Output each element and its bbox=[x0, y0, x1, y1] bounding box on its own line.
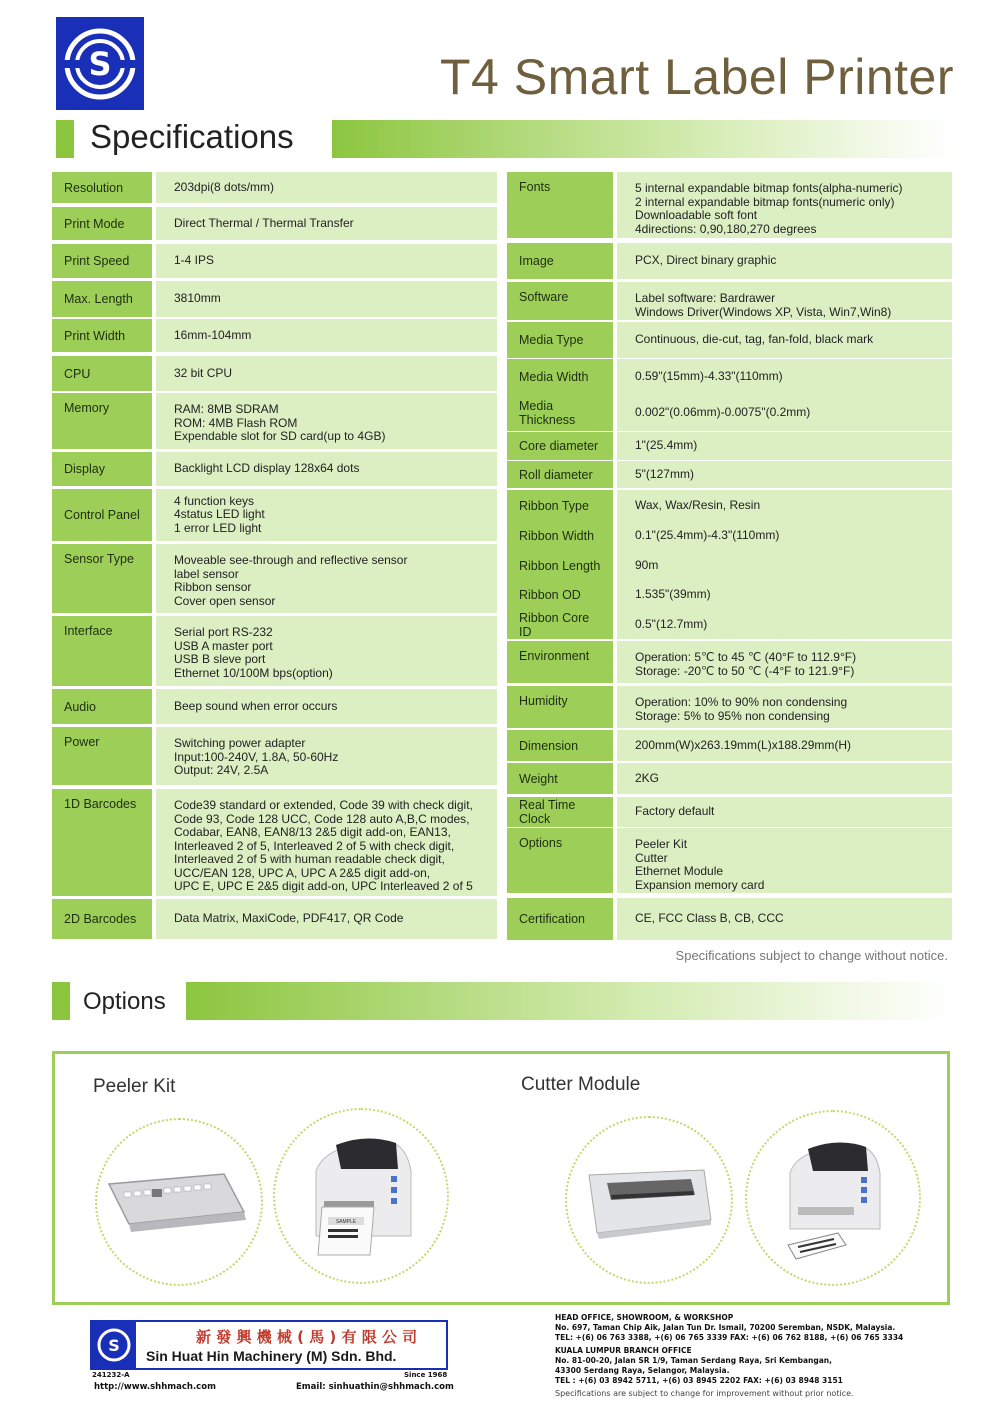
footer-logo-icon bbox=[96, 1327, 132, 1363]
spec-left-value: Direct Thermal / Thermal Transfer bbox=[156, 207, 497, 240]
spec-left-row bbox=[52, 544, 497, 613]
spec-left-label: Print Width bbox=[52, 319, 152, 352]
spec-right-row bbox=[507, 521, 952, 551]
spec-right-value: 0.1"(25.4mm)-4.3"(110mm) bbox=[617, 521, 952, 551]
spec-right-value: 0.5"(12.7mm) bbox=[617, 610, 952, 639]
svg-text:S: S bbox=[88, 44, 112, 83]
peeler-part-image bbox=[104, 1162, 254, 1242]
options-marker bbox=[52, 982, 70, 1020]
spec-right-row bbox=[507, 432, 952, 460]
spec-right-value: Operation: 10% to 90% non condensing Storage: 5% to 95% non condensing bbox=[617, 686, 952, 728]
spec-right-row bbox=[507, 243, 952, 279]
spec-left-value: Data Matrix, MaxiCode, PDF417, QR Code bbox=[156, 899, 497, 939]
spec-left-label: Resolution bbox=[52, 172, 152, 203]
spec-left-row bbox=[52, 727, 497, 785]
spec-right-label: Options bbox=[507, 828, 613, 893]
spec-left-value: Beep sound when error occurs bbox=[156, 689, 497, 724]
spec-right-value: Label software: Bardrawer Windows Driver(Windows XP, Vista, Win7,Win8) bbox=[617, 282, 952, 320]
spec-left-row bbox=[52, 489, 497, 541]
spec-left-value: Serial port RS-232 USB A master port USB B sleve port Ethernet 10/100M bps(option) bbox=[156, 616, 497, 686]
footer-doc-code: 241232-A bbox=[92, 1371, 130, 1379]
spec-right-label: Software bbox=[507, 282, 613, 320]
spec-note: Specifications subject to change without notice. bbox=[675, 948, 948, 963]
spec-left-row bbox=[52, 689, 497, 724]
cutter-part-image bbox=[579, 1155, 719, 1245]
spec-right-label: Core diameter bbox=[507, 432, 613, 460]
spec-left-row bbox=[52, 393, 497, 449]
spec-right-row bbox=[507, 763, 952, 794]
spec-right-value: 90m bbox=[617, 551, 952, 580]
spec-left-value: 1-4 IPS bbox=[156, 244, 497, 278]
spec-left-value: 32 bit CPU bbox=[156, 356, 497, 391]
spec-right-value: 5"(127mm) bbox=[617, 461, 952, 488]
spec-right-value: 5 internal expandable bitmap fonts(alpha-numeric) 2 internal expandable bitmap fonts(numeric only) Downloadable soft font 4directions: 0,90,180,270 degrees bbox=[617, 172, 952, 238]
svg-text:S: S bbox=[108, 1336, 120, 1355]
spec-left-row bbox=[52, 244, 497, 278]
spec-left-row bbox=[52, 172, 497, 203]
spec-right-row bbox=[507, 172, 952, 238]
spec-left-label: Sensor Type bbox=[52, 544, 152, 613]
spec-left-row bbox=[52, 789, 497, 896]
spec-left-label: 1D Barcodes bbox=[52, 789, 152, 896]
spec-right-label: Media Type bbox=[507, 322, 613, 358]
footer-logo bbox=[92, 1322, 136, 1368]
spec-right-label: Humidity bbox=[507, 686, 613, 728]
spec-right-row bbox=[507, 580, 952, 610]
spec-left-value: Moveable see-through and reflective sensor label sensor Ribbon sensor Cover open sensor bbox=[156, 544, 497, 613]
spec-right-row bbox=[507, 730, 952, 761]
specifications-gradient-bar bbox=[332, 120, 952, 158]
options-panel bbox=[52, 1051, 950, 1305]
footer-email[interactable]: Email: sinhuathin@shhmach.com bbox=[296, 1382, 454, 1392]
company-name-chinese: 新 發 興 機 械 ( 馬 ) 有 限 公 司 bbox=[196, 1328, 418, 1346]
printer-with-cutter-image bbox=[768, 1133, 898, 1263]
kl-address-1: No. 81-00-20, Jalan SR 1/9, Taman Serdang Raya, Sri Kembangan, bbox=[555, 1356, 832, 1365]
spec-left-label: Power bbox=[52, 727, 152, 785]
spec-left-label: CPU bbox=[52, 356, 152, 391]
spec-left-label: Print Mode bbox=[52, 207, 152, 240]
spec-right-label: Ribbon OD bbox=[507, 580, 613, 610]
spec-left-value: 203dpi(8 dots/mm) bbox=[156, 172, 497, 203]
spec-right-value: Factory default bbox=[617, 797, 952, 827]
spec-right-value: Peeler Kit Cutter Ethernet Module Expansion memory card bbox=[617, 828, 952, 893]
spec-left-label: Max. Length bbox=[52, 281, 152, 317]
spec-left-value: RAM: 8MB SDRAM ROM: 4MB Flash ROM Expendable slot for SD card(up to 4GB) bbox=[156, 393, 497, 449]
spec-right-value: Continuous, die-cut, tag, fan-fold, black mark bbox=[617, 322, 952, 358]
spec-right-value: CE, FCC Class B, CB, CCC bbox=[617, 898, 952, 940]
spec-left-label: Display bbox=[52, 452, 152, 486]
spec-right-label: Media Width bbox=[507, 359, 613, 395]
spec-right-label: Ribbon Length bbox=[507, 551, 613, 580]
spec-left-value: Code39 standard or extended, Code 39 with check digit, Code 93, Code 128 UCC, Code 128 auto A,B,C modes, Codabar, EAN8, EAN8/13 2&5 digit add-on, EAN13, Interleaved 2 of 5, Interleaved 2 of 5 with check digit, Interleaved 2 of 5 with human readable check digit, UCC/EAN 128, UPC A, UPC A 2&5 digit add-on, UPC E, UPC E 2&5 digit add-on, UPC Interleaved 2 of 5 bbox=[156, 789, 497, 896]
spec-right-label: Real Time Clock bbox=[507, 797, 613, 827]
spec-right-label: Media Thickness bbox=[507, 395, 613, 431]
spec-right-value: Wax, Wax/Resin, Resin bbox=[617, 490, 952, 521]
spec-right-label: Weight bbox=[507, 763, 613, 794]
peeler-printer-circle bbox=[273, 1108, 449, 1284]
spec-right-value: Operation: 5℃ to 45 ℃ (40°F to 112.9°F) Storage: -20℃ to 50 ℃ (-4°F to 121.9°F) bbox=[617, 641, 952, 683]
spec-right-label: Image bbox=[507, 243, 613, 279]
footer-disclaimer: Specifications are subject to change for improvement without prior notice. bbox=[555, 1389, 854, 1398]
spec-right-row bbox=[507, 610, 952, 639]
spec-right-row bbox=[507, 898, 952, 940]
spec-left-label: 2D Barcodes bbox=[52, 899, 152, 939]
spec-right-row bbox=[507, 641, 952, 683]
footer-since: Since 1968 bbox=[404, 1371, 448, 1379]
spec-left-label: Interface bbox=[52, 616, 152, 686]
page-title: T4 Smart Label Printer bbox=[440, 49, 954, 105]
spec-left-value: Backlight LCD display 128x64 dots bbox=[156, 452, 497, 486]
options-heading: Options bbox=[83, 988, 166, 1015]
kl-phone: TEL : +(6) 03 8942 5711, +(6) 03 8945 2202 FAX: +(6) 03 8948 3151 bbox=[555, 1376, 843, 1385]
spec-right-row bbox=[507, 322, 952, 358]
footer-company-banner bbox=[90, 1320, 448, 1370]
footer-website[interactable]: http://www.shhmach.com bbox=[94, 1382, 216, 1392]
spec-right-label: Fonts bbox=[507, 172, 613, 238]
printer-with-peeler-image bbox=[296, 1131, 426, 1261]
spec-left-label: Print Speed bbox=[52, 244, 152, 278]
specifications-heading: Specifications bbox=[90, 118, 294, 155]
spec-left-row bbox=[52, 281, 497, 317]
spec-right-label: Dimension bbox=[507, 730, 613, 761]
spec-left-row bbox=[52, 319, 497, 352]
spec-left-row bbox=[52, 616, 497, 686]
spec-right-row bbox=[507, 282, 952, 320]
spec-right-row bbox=[507, 490, 952, 521]
spec-right-value: PCX, Direct binary graphic bbox=[617, 243, 952, 279]
peeler-part-circle bbox=[95, 1118, 263, 1286]
spec-left-row bbox=[52, 207, 497, 240]
spec-left-label: Audio bbox=[52, 689, 152, 724]
spec-right-row bbox=[507, 797, 952, 827]
spec-right-row bbox=[507, 551, 952, 580]
spec-right-value: 0.59"(15mm)-4.33"(110mm) bbox=[617, 359, 952, 395]
cutter-printer-circle bbox=[745, 1110, 921, 1286]
spec-right-row bbox=[507, 686, 952, 728]
spec-right-label: Ribbon Type bbox=[507, 490, 613, 521]
spec-left-label: Memory bbox=[52, 393, 152, 449]
company-name-english: Sin Huat Hin Machinery (M) Sdn. Bhd. bbox=[146, 1348, 397, 1364]
hq-phone: TEL: +(6) 06 763 3388, +(6) 06 765 3339 FAX: +(6) 06 762 8188, +(6) 06 765 3334 bbox=[555, 1333, 904, 1342]
spec-right-label: Ribbon Width bbox=[507, 521, 613, 551]
spec-right-label: Roll diameter bbox=[507, 461, 613, 488]
spec-right-value: 0.002"(0.06mm)-0.0075"(0.2mm) bbox=[617, 395, 952, 431]
spec-right-row bbox=[507, 359, 952, 395]
hq-address: No. 697, Taman Chip Aik, Jalan Tun Dr. Ismail, 70200 Seremban, NSDK, Malaysia. bbox=[555, 1323, 896, 1332]
kl-title: KUALA LUMPUR BRANCH OFFICE bbox=[555, 1346, 692, 1355]
spec-left-value: Switching power adapter Input:100-240V, 1.8A, 50-60Hz Output: 24V, 2.5A bbox=[156, 727, 497, 785]
spec-left-label: Control Panel bbox=[52, 489, 152, 541]
spec-left-row bbox=[52, 899, 497, 939]
company-logo-icon bbox=[62, 26, 138, 102]
spec-right-value: 1.535"(39mm) bbox=[617, 580, 952, 610]
spec-right-row bbox=[507, 828, 952, 893]
spec-right-row bbox=[507, 461, 952, 488]
spec-right-row bbox=[507, 395, 952, 431]
spec-right-value: 1"(25.4mm) bbox=[617, 432, 952, 460]
hq-title: HEAD OFFICE, SHOWROOM, & WORKSHOP bbox=[555, 1313, 734, 1322]
spec-right-label: Ribbon Core ID bbox=[507, 610, 613, 639]
company-logo bbox=[56, 17, 144, 110]
specifications-marker bbox=[56, 120, 74, 158]
cutter-part-circle bbox=[565, 1116, 733, 1284]
spec-right-value: 2KG bbox=[617, 763, 952, 794]
spec-left-value: 16mm-104mm bbox=[156, 319, 497, 352]
cutter-module-title: Cutter Module bbox=[521, 1074, 641, 1095]
spec-left-row bbox=[52, 356, 497, 391]
spec-left-value: 3810mm bbox=[156, 281, 497, 317]
spec-left-row bbox=[52, 452, 497, 486]
spec-right-value: 200mm(W)x263.19mm(L)x188.29mm(H) bbox=[617, 730, 952, 761]
peeler-kit-title: Peeler Kit bbox=[93, 1076, 176, 1097]
spec-left-value: 4 function keys 4status LED light 1 error LED light bbox=[156, 489, 497, 541]
label-sample-text: SAMPLE bbox=[335, 1219, 357, 1225]
kl-address-2: 43300 Serdang Raya, Selangor, Malaysia. bbox=[555, 1366, 730, 1375]
options-gradient-bar bbox=[186, 982, 952, 1020]
spec-right-label: Environment bbox=[507, 641, 613, 683]
spec-right-label: Certification bbox=[507, 898, 613, 940]
